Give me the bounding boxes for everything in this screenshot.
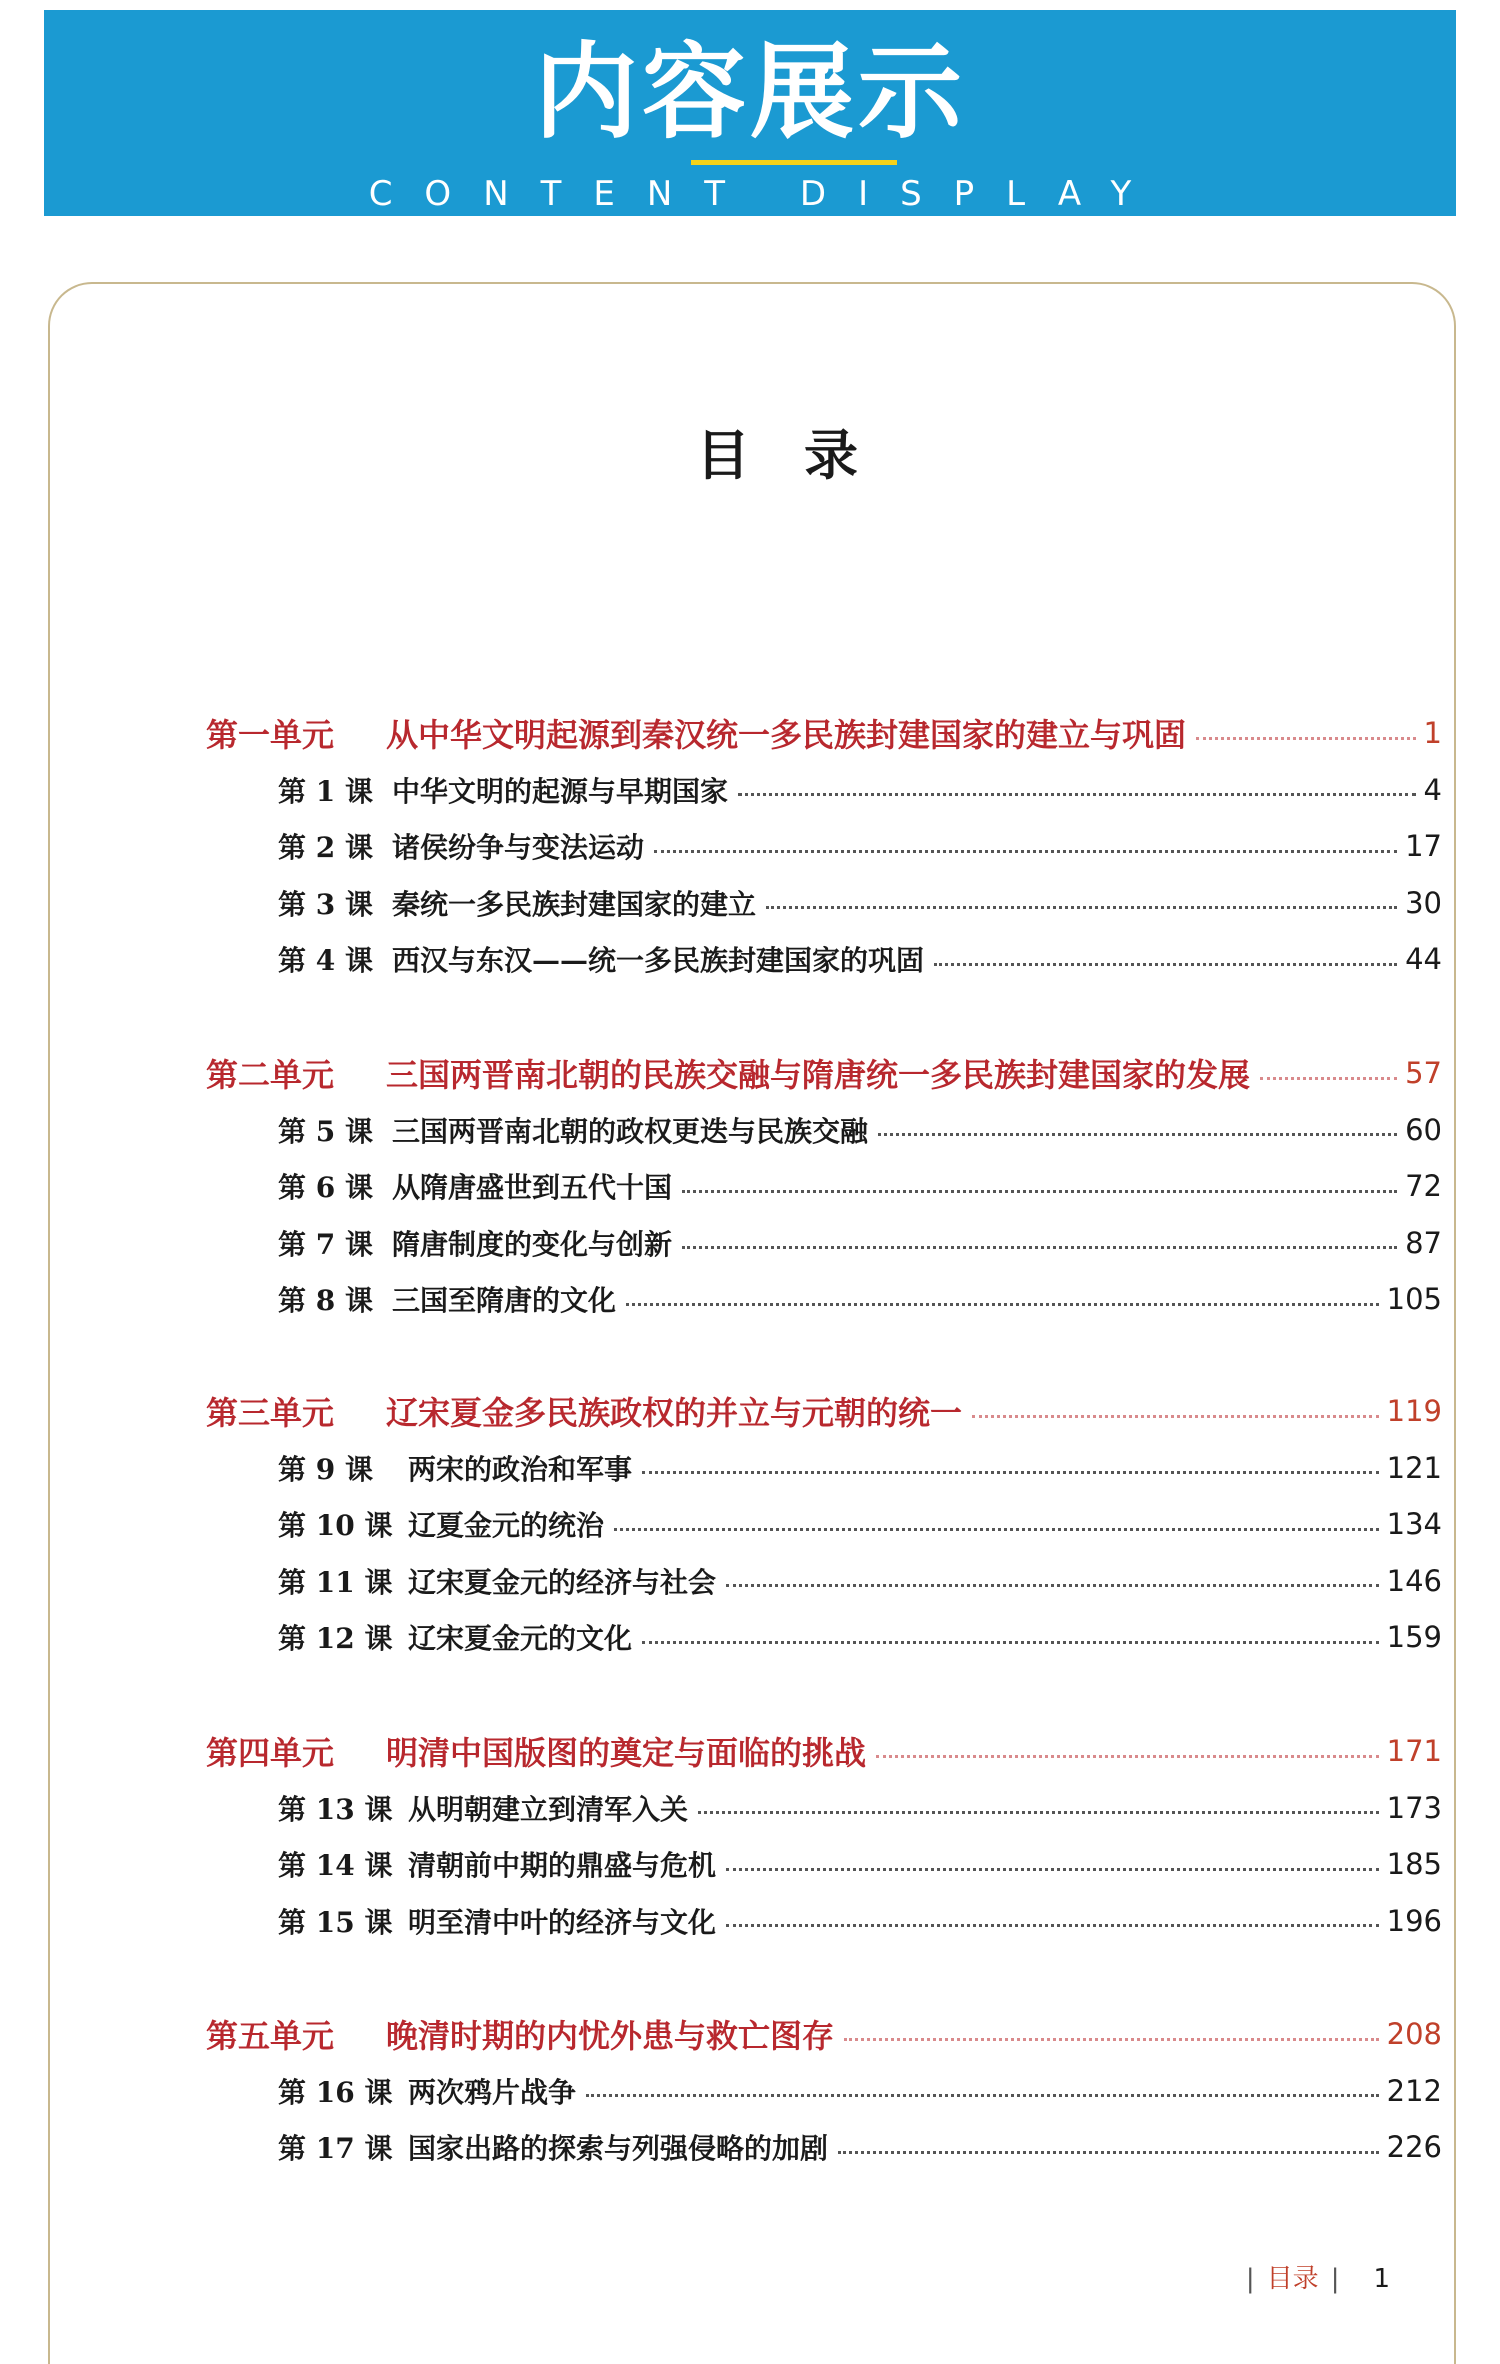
unit-page-number: 57 — [1405, 1056, 1442, 1090]
toc-lesson-entry[interactable] — [278, 1276, 1442, 1322]
lesson-page-number: 87 — [1405, 1225, 1442, 1260]
lesson-page-number: 134 — [1386, 1507, 1442, 1541]
lesson-number: 第 9 课 — [278, 1452, 373, 1486]
lesson-page-number: 105 — [1386, 1282, 1442, 1316]
lesson-page-number: 185 — [1386, 1847, 1442, 1881]
toc-lesson-entry[interactable] — [278, 1898, 1442, 1944]
lesson-title: 秦统一多民族封建国家的建立 — [392, 887, 757, 921]
toc-lesson-entry[interactable] — [278, 1501, 1442, 1547]
lesson-number: 第 6 课 — [278, 1171, 373, 1204]
lesson-page-number: 44 — [1405, 942, 1442, 976]
lesson-title: 从明朝建立到清军入关 — [408, 1792, 689, 1826]
lesson-number: 第 5 课 — [278, 1114, 373, 1148]
toc-unit-entry[interactable] — [206, 2011, 1442, 2057]
toc-lesson-entry[interactable] — [278, 1220, 1442, 1266]
lesson-page-number: 121 — [1386, 1450, 1442, 1485]
dot-leader — [838, 2151, 1379, 2154]
lesson-title: 两宋的政治和军事 — [408, 1452, 633, 1486]
dot-leader — [642, 1471, 1379, 1474]
unit-page-number: 1 — [1423, 716, 1442, 750]
dot-leader — [738, 793, 1416, 796]
lesson-number: 第 12 课 — [278, 1622, 393, 1655]
unit-number: 第五单元 — [206, 2017, 335, 2055]
footer-separator: | — [1245, 2264, 1255, 2294]
lesson-title: 清朝前中期的鼎盛与危机 — [408, 1849, 717, 1882]
dot-leader — [726, 1868, 1379, 1871]
dot-leader — [972, 1415, 1379, 1418]
lesson-title: 隋唐制度的变化与创新 — [392, 1227, 673, 1261]
lesson-page-number: 212 — [1386, 2073, 1442, 2108]
lesson-number: 第 16 课 — [278, 2075, 393, 2109]
toc-lesson-entry[interactable] — [278, 1841, 1442, 1887]
dot-leader — [766, 906, 1397, 909]
footer-section: 目录 — [1266, 2264, 1319, 2294]
banner-underline — [691, 160, 897, 165]
toc-unit-entry[interactable] — [206, 1050, 1442, 1096]
lesson-page-number: 196 — [1386, 1903, 1442, 1938]
toc-unit-entry[interactable] — [206, 1728, 1442, 1774]
dot-leader — [654, 850, 1397, 853]
footer-page-number: 1 — [1373, 2264, 1390, 2294]
lesson-number: 第 11 课 — [278, 1565, 393, 1599]
dot-leader — [642, 1641, 1379, 1644]
dot-leader — [844, 2038, 1379, 2041]
lesson-title: 诸侯纷争与变法运动 — [392, 831, 645, 864]
lesson-number: 第 13 课 — [278, 1792, 393, 1826]
lesson-number: 第 8 课 — [278, 1284, 373, 1317]
lesson-number: 第 15 课 — [278, 1905, 393, 1939]
dot-leader — [876, 1755, 1379, 1758]
toc-lesson-entry[interactable] — [278, 1163, 1442, 1209]
lesson-page-number: 173 — [1386, 1790, 1442, 1825]
unit-title: 从中华文明起源到秦汉统一多民族封建国家的建立与巩固 — [386, 716, 1187, 754]
banner-title: 内容展示 — [533, 31, 966, 153]
toc-lesson-entry[interactable] — [278, 936, 1442, 982]
toc-lesson-entry[interactable] — [278, 1558, 1442, 1604]
dot-leader — [726, 1584, 1379, 1587]
lesson-page-number: 72 — [1405, 1169, 1442, 1203]
dot-leader — [1260, 1077, 1397, 1080]
lesson-page-number: 226 — [1386, 2130, 1442, 2164]
lesson-page-number: 4 — [1423, 772, 1442, 807]
lesson-page-number: 17 — [1405, 829, 1442, 863]
lesson-title: 辽宋夏金元的经济与社会 — [408, 1565, 717, 1599]
unit-number: 第四单元 — [206, 1734, 335, 1772]
lesson-title: 两次鸦片战争 — [408, 2075, 577, 2109]
dot-leader — [934, 963, 1397, 966]
toc-lesson-entry[interactable] — [278, 2068, 1442, 2114]
lesson-number: 第 3 课 — [278, 887, 373, 921]
lesson-title: 中华文明的起源与早期国家 — [392, 774, 729, 808]
banner-subtitle: CONTENT DISPLAY — [368, 174, 1164, 214]
toc-lesson-entry[interactable] — [278, 1614, 1442, 1660]
lesson-title: 明至清中叶的经济与文化 — [408, 1905, 717, 1939]
unit-number: 第二单元 — [206, 1056, 335, 1094]
dot-leader — [586, 2094, 1379, 2097]
unit-title: 晚清时期的内忧外患与救亡图存 — [386, 2017, 835, 2055]
toc-title: 目录 — [696, 423, 912, 487]
toc-unit-entry[interactable] — [206, 1388, 1442, 1434]
dot-leader — [878, 1133, 1397, 1136]
toc-lesson-entry[interactable] — [278, 1107, 1442, 1153]
lesson-title: 西汉与东汉——统一多民族封建国家的巩固 — [392, 944, 925, 977]
lesson-title: 国家出路的探索与列强侵略的加剧 — [408, 2132, 829, 2165]
lesson-title: 辽宋夏金元的文化 — [408, 1622, 633, 1655]
unit-title: 三国两晋南北朝的民族交融与隋唐统一多民族封建国家的发展 — [386, 1056, 1251, 1094]
unit-title: 辽宋夏金多民族政权的并立与元朝的统一 — [386, 1394, 963, 1432]
dot-leader — [698, 1811, 1379, 1814]
toc-lesson-entry[interactable] — [278, 1445, 1442, 1491]
unit-page-number: 208 — [1386, 2017, 1442, 2051]
lesson-number: 第 4 课 — [278, 944, 373, 977]
toc-lesson-entry[interactable] — [278, 767, 1442, 813]
lesson-page-number: 30 — [1405, 885, 1442, 920]
lesson-number: 第 2 课 — [278, 831, 373, 864]
lesson-page-number: 60 — [1405, 1112, 1442, 1147]
lesson-number: 第 17 课 — [278, 2132, 393, 2165]
unit-number: 第三单元 — [206, 1394, 335, 1432]
lesson-title: 三国至隋唐的文化 — [392, 1284, 617, 1317]
dot-leader — [726, 1924, 1379, 1927]
toc-lesson-entry[interactable] — [278, 2124, 1442, 2170]
footer-separator: | — [1330, 2264, 1340, 2294]
toc-lesson-entry[interactable] — [278, 880, 1442, 926]
lesson-title: 辽夏金元的统治 — [408, 1509, 605, 1542]
dot-leader — [626, 1303, 1379, 1306]
unit-page-number: 171 — [1386, 1734, 1442, 1768]
unit-number: 第一单元 — [206, 716, 335, 754]
lesson-title: 三国两晋南北朝的政权更迭与民族交融 — [392, 1114, 869, 1148]
lesson-page-number: 146 — [1386, 1563, 1442, 1598]
lesson-number: 第 1 课 — [278, 774, 373, 808]
lesson-number: 第 10 课 — [278, 1509, 393, 1542]
dot-leader — [1196, 737, 1416, 740]
dot-leader — [614, 1528, 1379, 1531]
toc-lesson-entry[interactable] — [278, 823, 1442, 869]
toc-unit-entry[interactable] — [206, 710, 1442, 756]
unit-title: 明清中国版图的奠定与面临的挑战 — [386, 1734, 867, 1772]
unit-page-number: 119 — [1386, 1394, 1442, 1428]
dot-leader — [682, 1190, 1397, 1193]
toc-lesson-entry[interactable] — [278, 1785, 1442, 1831]
lesson-number: 第 7 课 — [278, 1227, 373, 1261]
lesson-number: 第 14 课 — [278, 1849, 393, 1882]
dot-leader — [682, 1246, 1397, 1249]
header-banner — [44, 10, 1456, 216]
lesson-title: 从隋唐盛世到五代十国 — [392, 1171, 673, 1204]
lesson-page-number: 159 — [1386, 1620, 1442, 1654]
page-footer — [1234, 2258, 1390, 2295]
